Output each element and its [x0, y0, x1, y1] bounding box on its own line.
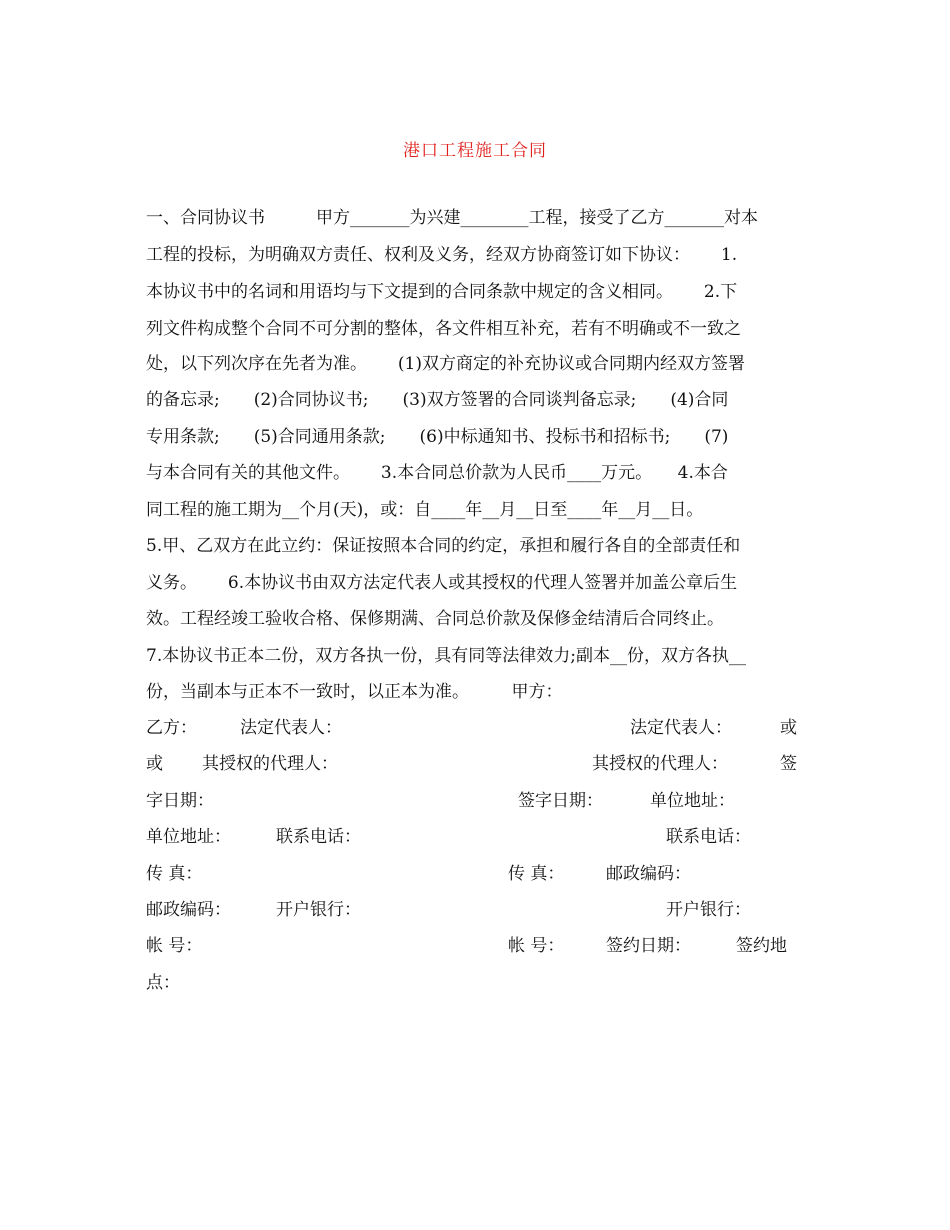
signature-row — [146, 787, 806, 815]
account-label: 帐 号： — [508, 936, 565, 956]
body-line: 本协议书中的名词和用语均与下文提到的合同条款中规定的含义相同。 2.下 — [146, 282, 738, 302]
bank-label: 开户银行： — [276, 900, 361, 920]
legal-rep-label: 法定代表人： — [630, 718, 732, 738]
body-line: 一、合同协议书 甲方_______为兴建________工程，接受了乙方_______对本 — [146, 208, 758, 228]
body-line: 5.甲、乙双方在此立约：保证按照本合同的约定，承担和履行各自的全部责任和 — [146, 536, 741, 556]
phone-label: 联系电话： — [276, 827, 361, 847]
agent-label: 其授权的代理人： — [202, 754, 338, 774]
fax-label: 传 真： — [146, 864, 203, 884]
postcode-label: 邮政编码： — [606, 864, 691, 884]
phone-label: 联系电话： — [666, 827, 751, 847]
body-line: 效。工程经竣工验收合格、保修期满、合同总价款及保修金结清后合同终止。 — [146, 609, 724, 629]
sign-date-label: 字日期： — [146, 791, 214, 811]
bank-label: 开户银行： — [666, 900, 751, 920]
address-label: 单位地址： — [146, 827, 231, 847]
agent-label: 其授权的代理人： — [592, 754, 728, 774]
fax-label: 传 真： — [508, 864, 565, 884]
body-line: 的备忘录; (2)合同协议书; (3)双方签署的合同谈判备忘录; (4)合同 — [146, 390, 729, 410]
body-line: 列文件构成整个合同不可分割的整体，各文件相互补充，若有不明确或不一致之 — [146, 319, 741, 339]
body-line: 份，当副本与正本不一致时，以正本为准。 甲方： — [146, 682, 563, 702]
address-label: 单位地址： — [650, 791, 735, 811]
signature-row — [146, 860, 806, 888]
contract-place-label: 签约地 — [736, 936, 787, 956]
signature-row — [146, 823, 806, 851]
body-line: 处，以下列次序在先者为准。 (1)双方商定的补充协议或合同期内经双方签署 — [146, 354, 745, 374]
contract-date-label: 签约日期： — [606, 936, 691, 956]
body-line: 义务。 6.本协议书由双方法定代表人或其授权的代理人签署并加盖公章后生 — [146, 573, 738, 593]
sign-label: 签 — [780, 754, 797, 774]
or-label: 或 — [146, 754, 163, 774]
signature-row — [146, 750, 806, 778]
signature-row — [146, 896, 806, 924]
legal-rep-label: 法定代表人： — [240, 718, 342, 738]
body-line: 同工程的施工期为__个月(天)，或：自____年__月__日至____年__月__日。 — [146, 500, 704, 520]
postcode-label: 邮政编码： — [146, 900, 231, 920]
signature-row — [146, 714, 806, 742]
sign-date-label: 签字日期： — [518, 791, 603, 811]
party-b-label: 乙方： — [146, 718, 197, 738]
signature-row — [146, 932, 806, 960]
signature-row — [146, 969, 806, 997]
body-line: 与本合同有关的其他文件。 3.本合同总价款为人民币____万元。 4.本合 — [146, 463, 728, 483]
account-label: 帐 号： — [146, 936, 203, 956]
document-title: 港口工程施工合同 — [403, 141, 547, 161]
body-line: 专用条款; (5)合同通用条款; (6)中标通知书、投标书和招标书; (7) — [146, 427, 729, 447]
or-label: 或 — [780, 718, 797, 738]
body-line: 工程的投标，为明确双方责任、权利及义务，经双方协商签订如下协议： 1. — [146, 245, 738, 265]
body-line: 7.本协议书正本二份，双方各执一份，具有同等法律效力;副本__份，双方各执__ — [146, 646, 746, 666]
contract-place-label: 点： — [146, 973, 180, 993]
